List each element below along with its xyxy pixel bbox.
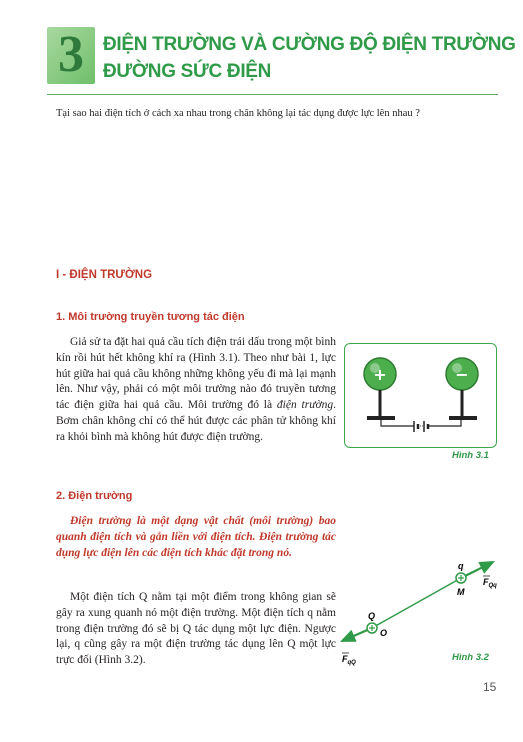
label-q: q [458, 561, 464, 571]
lesson-title-line2: ĐƯỜNG SỨC ĐIỆN [103, 61, 272, 82]
title-divider [47, 94, 498, 95]
para1-text-a: Giả sử ta đặt hai quả cầu tích điện trái dấu trong một bình kín rồi hút hết không khí ra (Hình 3.1). Theo như bài 1, lực hút giữa hai quả cầu không những không yếu đi mà lại mạnh lên. Như vậy, phải có một môi trường nào đó truyền tương tác điện giữa hai quả cầu. Môi trường đó là [56, 336, 336, 412]
electric-field-definition: Điện trường là một dạng vật chất (môi trường) bao quanh điện tích và gắn liền với điện tích. Điện trường tác dụng lực điện lên các điện tích khác đặt trong nó. [56, 515, 336, 559]
figure-3-1-caption: Hình 3.1 [452, 450, 489, 461]
minus-sign: − [455, 365, 469, 384]
label-M: M [457, 587, 465, 597]
figure-3-2-diagram [338, 535, 508, 670]
intro-question: Tại sao hai điện tích ở cách xa nhau trong chân không lại tác dụng được lực lên nhau ? [56, 108, 420, 119]
para2-text: Một điện tích Q nằm tại một điểm trong không gian sẽ gây ra xung quanh nó một điện trường. Một điện tích q nằm trong điện trường đó sẽ bị Q tác dụng một lực điện. Ngược lại, q cũng gây ra một điện trường tác dụng lên Q một lực trực đối (Hình 3.2). [56, 591, 336, 667]
lesson-title-line1: ĐIỆN TRƯỜNG VÀ CƯỜNG ĐỘ ĐIỆN TRƯỜNG [103, 34, 516, 55]
page-number: 15 [483, 680, 497, 694]
subsection-2-heading: 2. Điện trường [56, 490, 133, 502]
figure-3-1-diagram [344, 343, 496, 447]
figure-3-2-caption: Hình 3.2 [452, 652, 489, 663]
subsection-2-paragraph [56, 590, 336, 669]
para1-italic-term: điện trường [276, 399, 334, 412]
label-Q: Q [368, 611, 376, 621]
subsection-1-paragraph [56, 335, 336, 446]
lesson-number: 3 [58, 26, 84, 83]
subsection-1-heading: 1. Môi trường truyền tương tác điện [56, 311, 245, 323]
para1-text-b: . Bơm chân không chỉ có thể hút được các phân tử không khí ra khỏi bình mà không hút được điện trường. [56, 399, 336, 443]
section-heading: I - ĐIỆN TRƯỜNG [56, 269, 153, 281]
label-F-qQ: $F_{qQ}$ [342, 654, 356, 666]
label-F-Qq: $F_{Qq}$ [483, 577, 497, 589]
label-O: O [380, 628, 388, 638]
connecting-line [372, 578, 461, 628]
plus-sign: + [373, 365, 387, 384]
